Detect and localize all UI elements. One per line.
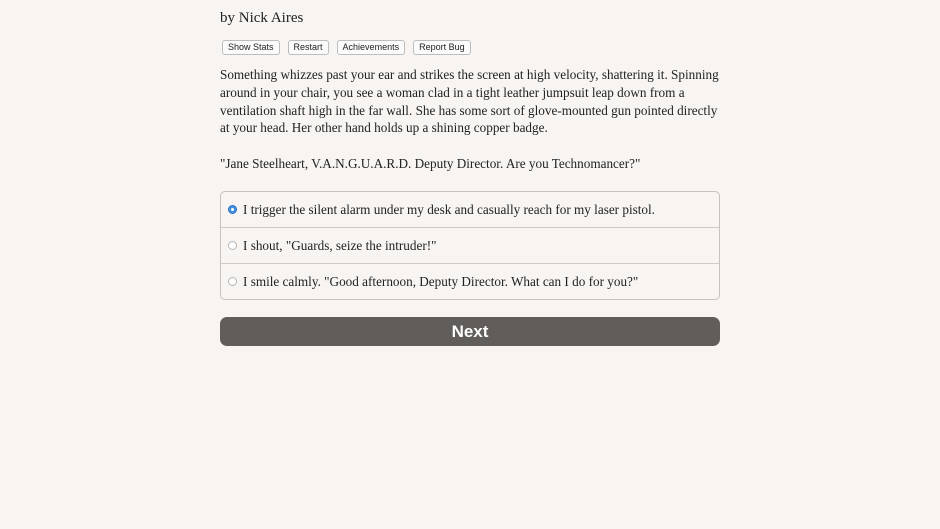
choice-label: I shout, "Guards, seize the intruder!" bbox=[243, 237, 437, 253]
radio-selected-icon[interactable] bbox=[228, 205, 237, 214]
achievements-button[interactable]: Achievements bbox=[337, 40, 406, 55]
choice-option[interactable] bbox=[221, 227, 719, 263]
author-byline: by Nick Aires bbox=[220, 10, 304, 26]
toolbar bbox=[222, 40, 471, 55]
story-paragraph: "Jane Steelheart, V.A.N.G.U.A.R.D. Deputy Director. Are you Technomancer?" bbox=[220, 155, 641, 171]
choice-option[interactable] bbox=[221, 263, 719, 299]
radio-icon[interactable] bbox=[228, 241, 237, 250]
choice-label: I trigger the silent alarm under my desk and casually reach for my laser pistol. bbox=[243, 201, 655, 217]
radio-icon[interactable] bbox=[228, 277, 237, 286]
show-stats-button[interactable]: Show Stats bbox=[222, 40, 280, 55]
choice-option[interactable] bbox=[221, 192, 719, 227]
choice-list bbox=[220, 191, 720, 300]
story-paragraph: Something whizzes past your ear and strikes the screen at high velocity, shattering it. Spinning around in your chair, you see a woman clad in a tight leather jumpsuit leap down from a ventilation shaft high in the far wall. She has some sort of glove-mounted gun pointed directly at your head. Her other hand holds up a shining copper badge. bbox=[220, 67, 719, 136]
story-text bbox=[220, 66, 720, 191]
next-button[interactable]: Next bbox=[220, 317, 720, 346]
choice-label: I smile calmly. "Good afternoon, Deputy Director. What can I do for you?" bbox=[243, 273, 639, 289]
restart-button[interactable]: Restart bbox=[288, 40, 329, 55]
report-bug-button[interactable]: Report Bug bbox=[413, 40, 471, 55]
